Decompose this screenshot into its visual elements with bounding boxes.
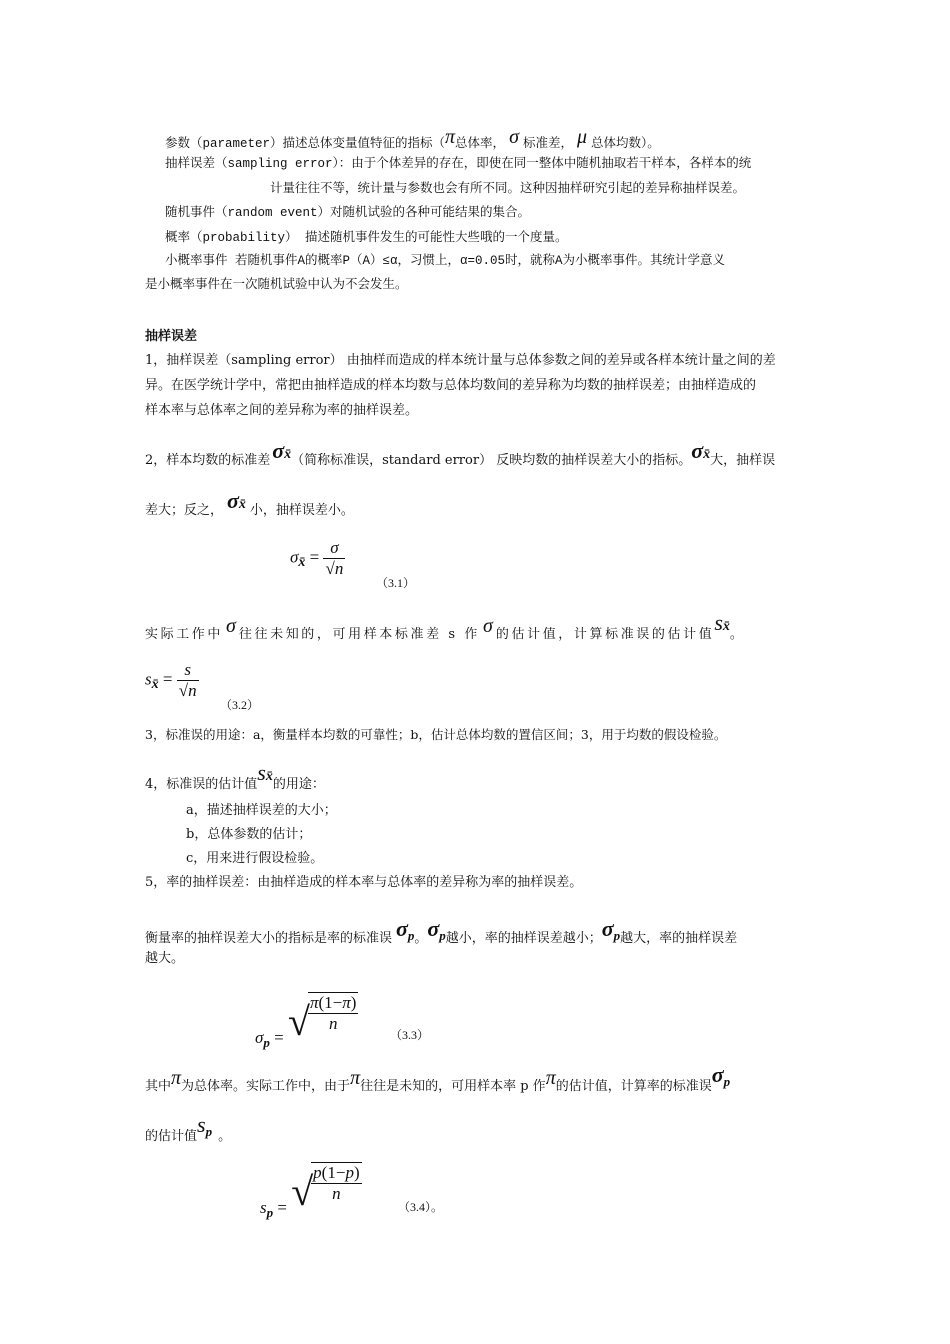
equation-3-4-number: （3.4）。: [398, 1200, 444, 1214]
sigma-p-symbol: σp: [427, 916, 446, 943]
equation-3-1: $\sigma_{x̄}$ = $\frac{\sigma}{√n}$: [290, 538, 344, 578]
s-xbar-symbol: sx̄: [714, 610, 730, 635]
sigma-p-symbol: σp: [601, 916, 621, 943]
p2-line1: 2，样本均数的标准差σx̄（简称标准误，standard error） 反映均数的抽样误差大小的指标。σx̄大，抽样误: [145, 438, 776, 468]
equation-3-1-number: （3.1）: [376, 576, 416, 590]
sigma-xbar-symbol: σx̄: [691, 438, 711, 463]
sigma-p-symbol: σp: [711, 1062, 731, 1089]
def-sampling-error-line2: 计量往往不等，统计量与参数也会有所不同。这种因抽样研究引起的差异称抽样误差。: [270, 182, 746, 196]
def-random-event: 随机事件（random event）对随机试验的各种可能结果的集合。: [165, 206, 531, 220]
p5-line: 4，标准误的估计值sx̄的用途：: [145, 760, 325, 792]
sigma-symbol: σ: [483, 615, 493, 637]
p1-line3: 样本率与总体率之间的差异称为率的抽样误差。: [145, 403, 419, 418]
p3-line: 实际工作中 σ 往往未知的，可用样本标准差 s 作 σ 的估计值，计算标准误的估计值sx̄。: [145, 610, 746, 642]
sigma-symbol: σ: [509, 126, 519, 148]
pi-symbol: π: [545, 1067, 556, 1089]
def-small-prob-line1: 小概率事件 若随机事件A的概率P（A）≤α，习惯上，α=0.05时，就称A为小概率事件。其统计学意义: [165, 254, 726, 268]
def-probability: 概率（probability） 描述随机事件发生的可能性大些哦的一个度量。: [165, 231, 568, 245]
sigma-xbar-symbol: σx̄: [272, 438, 292, 463]
equation-3-3: $\sigma_p$ = √ $\frac{\pi(1-\pi)}{n}$: [255, 993, 357, 1050]
s-p-symbol: sp: [197, 1112, 213, 1139]
list-item: b，总体参数的估计；: [186, 827, 312, 842]
def-small-prob-line2: 是小概率事件在一次随机试验中认为不会发生。: [145, 278, 408, 292]
pi-symbol: π: [350, 1067, 361, 1089]
def-sampling-error-line1: 抽样误差（sampling error）：由于个体差异的存在，即使在同一整体中随机抽取若干样本，各样本的统: [165, 157, 752, 171]
section-title: 抽样误差: [145, 329, 198, 344]
text: 参数（parameter）描述总体变量值特征的指标（: [165, 137, 446, 151]
p8-line1: 其中π为总体率。实际工作中，由于π往往是未知的，可用样本率 p 作π的估计值，计算率的标准误σp: [145, 1062, 731, 1094]
pi-symbol: π: [445, 126, 456, 148]
p1-line2: 异。在医学统计学中，常把由抽样造成的样本均数与总体均数间的差异称为均数的抽样误差；由抽样造成的: [145, 378, 757, 393]
p6-line: 5，率的抽样误差：由抽样造成的样本率与总体率的差异称为率的抽样误差。: [145, 875, 583, 890]
list-item: c，用来进行假设检验。: [186, 851, 324, 866]
sigma-symbol: σ: [226, 615, 236, 637]
sigma-xbar-symbol: σx̄: [227, 488, 246, 513]
p7-line1: 衡量率的抽样误差大小的指标是率的标准误 σp。σp越小，率的抽样误差越小；σp越大，率的抽样误差: [145, 916, 738, 946]
p1-line1: 1，抽样误差（sampling error） 由抽样而造成的样本统计量与总体参数之间的差异或各样本统计量之间的差: [145, 353, 776, 368]
s-xbar-symbol: sx̄: [257, 760, 273, 785]
sigma-p-symbol: σp: [396, 916, 415, 943]
p8-line2: 的估计值sp 。: [145, 1112, 232, 1144]
def-parameter: 参数（parameter）描述总体变量值特征的指标（π总体率， σ 标准差， μ 总体均数）。: [165, 126, 660, 151]
p7-line2: 越大。: [145, 951, 185, 966]
pi-symbol: π: [171, 1067, 182, 1089]
list-item: a，描述抽样误差的大小；: [186, 803, 337, 818]
equation-3-4: $s_p$ = √ $\frac{p(1-p)}{n}$: [260, 1163, 360, 1220]
p2-line2: 差大；反之， σx̄ 小，抽样误差小。: [145, 488, 354, 518]
equation-3-2-number: （3.2）: [220, 698, 260, 712]
mu-symbol: μ: [576, 126, 587, 148]
equation-3-2: $s_{x̄}$ = $\frac{s}{√n}$: [145, 660, 197, 700]
p4-line: 3，标准误的用途：a，衡量样本均数的可靠性；b，估计总体均数的置信区间；3，用于均数的假设检验。: [145, 727, 727, 742]
equation-3-3-number: （3.3）: [390, 1028, 430, 1042]
